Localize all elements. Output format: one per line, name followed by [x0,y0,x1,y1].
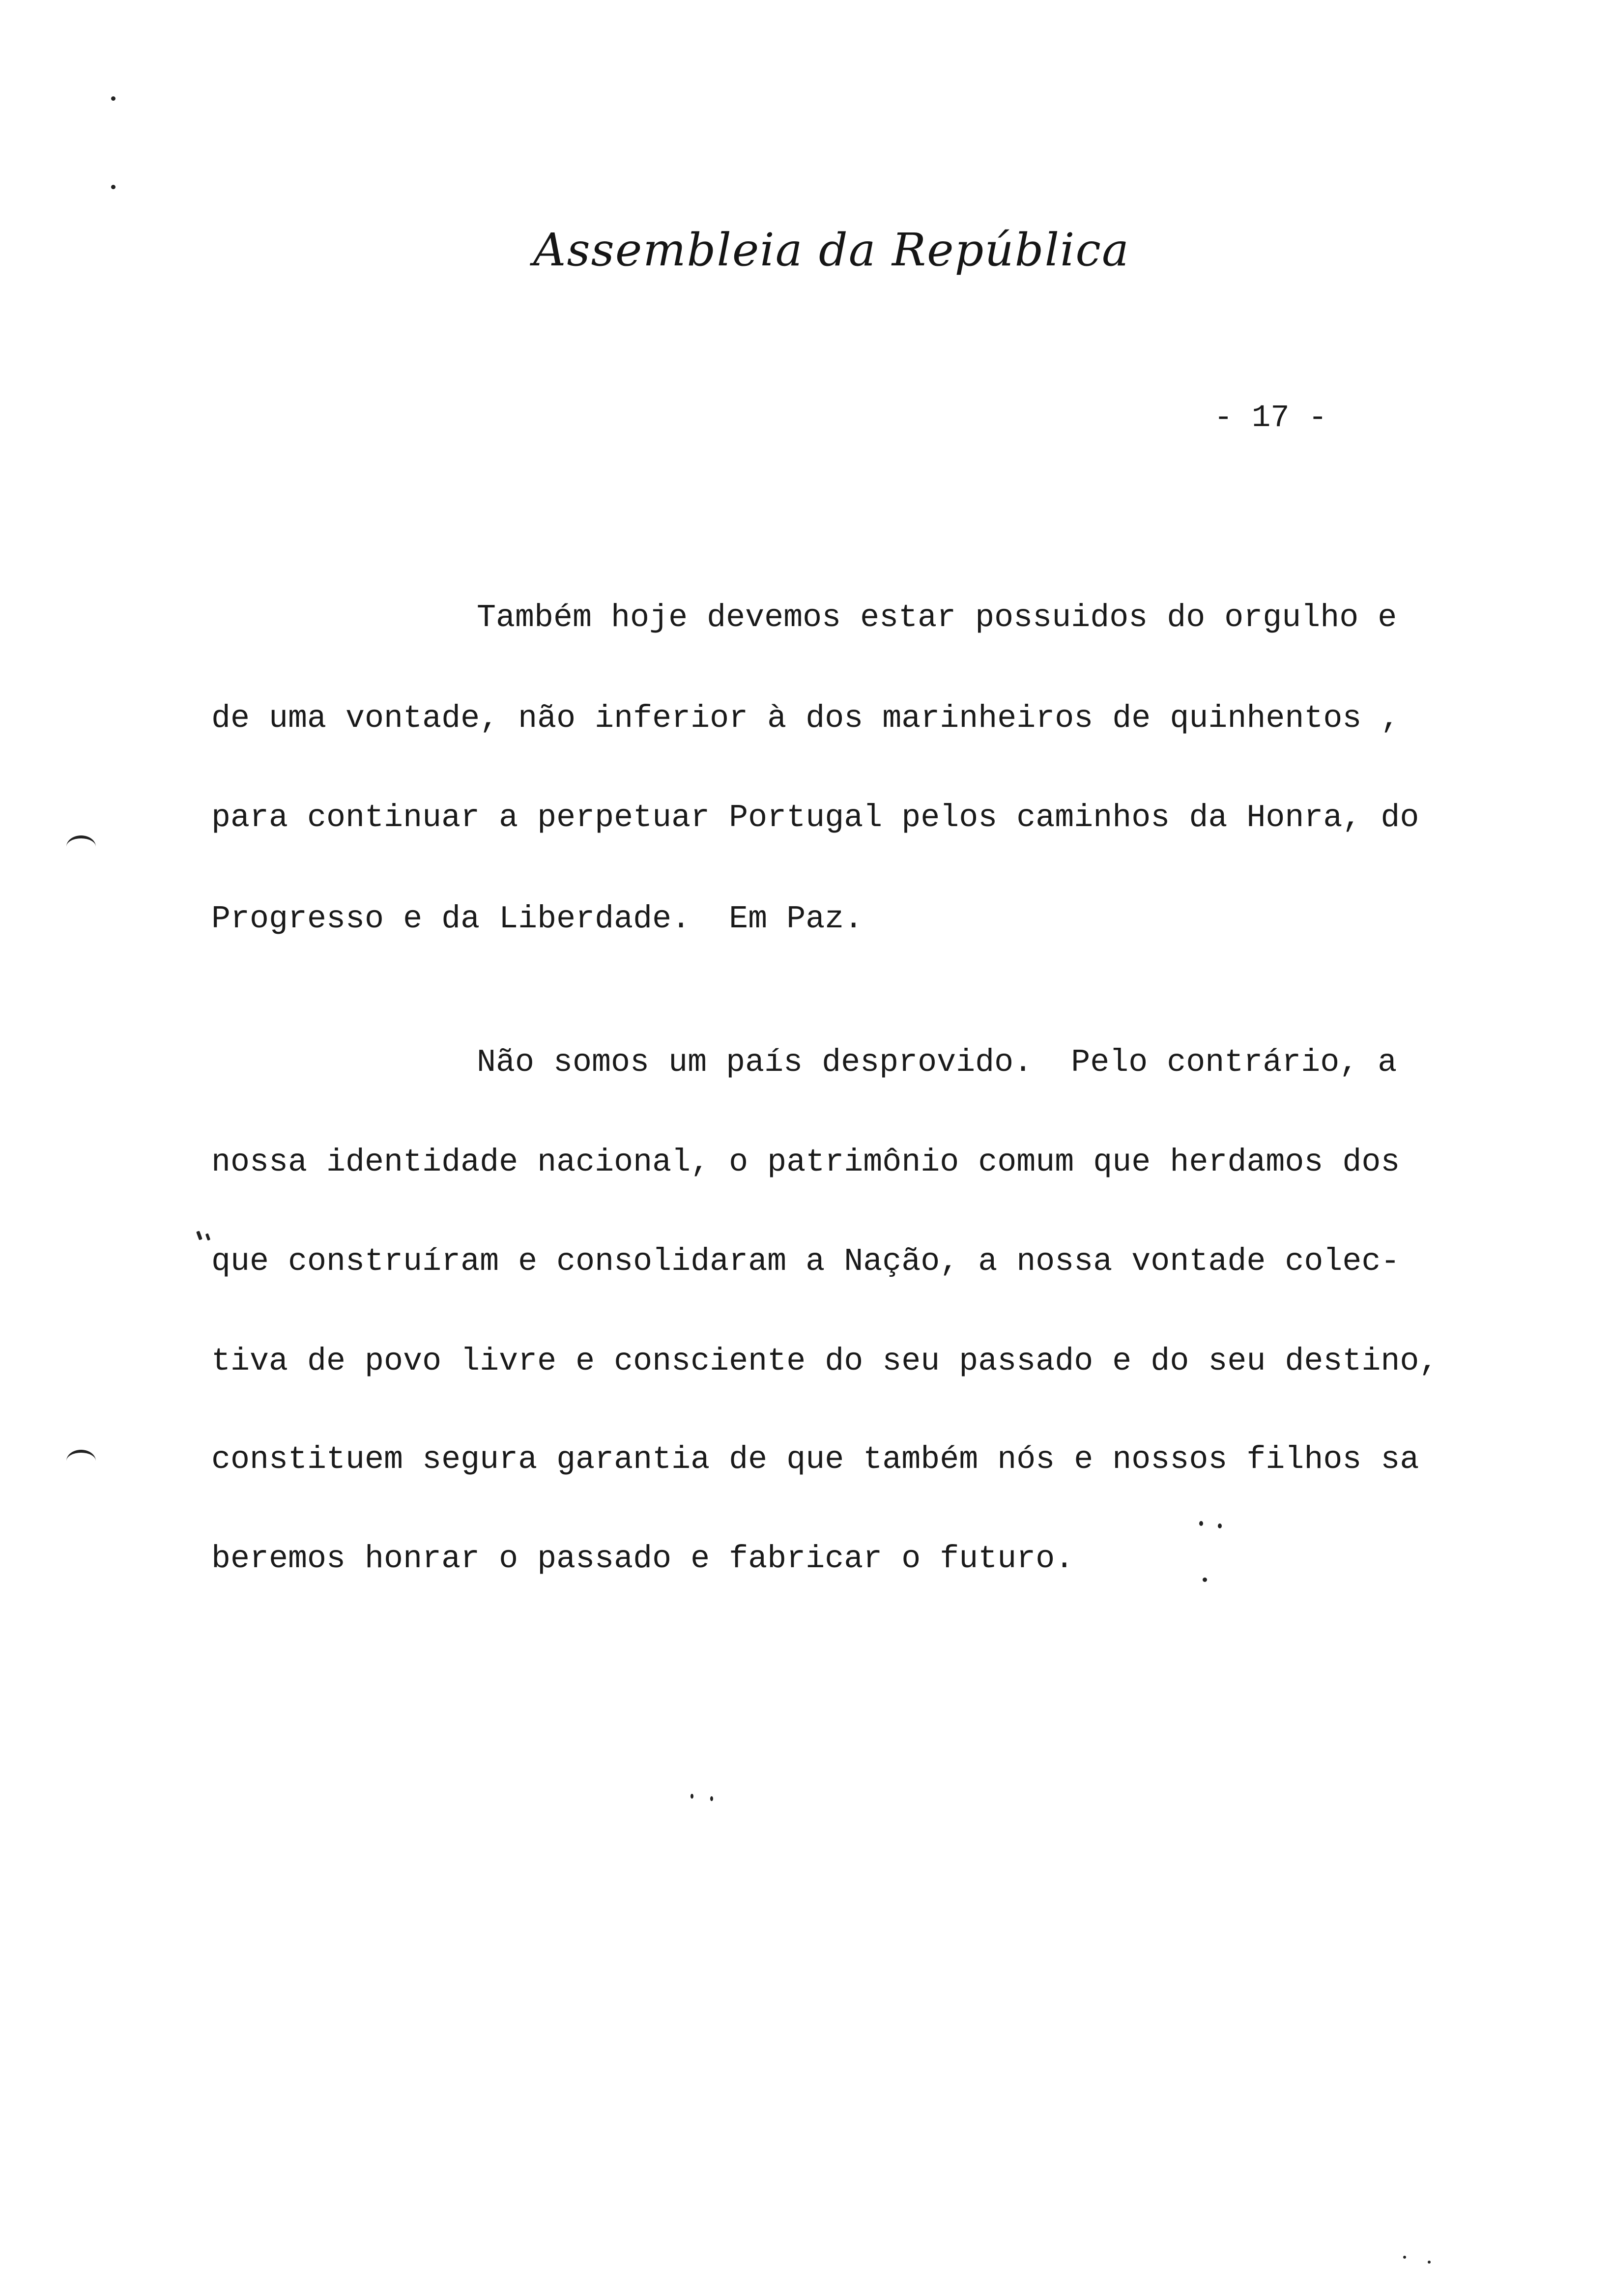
text-line: Não somos um país desprovido. Pelo contrário, a [477,1044,1397,1081]
punch-hole-mark [66,1450,96,1472]
scan-speck [1203,1578,1207,1582]
scan-speck [710,1796,713,1801]
text-line: que construíram e consolidaram a Nação, a nossa vontade colec- [211,1243,1400,1280]
text-line: tiva de povo livre e consciente do seu passado e do seu destino, [211,1343,1439,1379]
scan-speck [1403,2256,1406,2259]
text-line: para continuar a perpetuar Portugal pelos caminhos da Honra, do [211,800,1419,836]
scan-speck [1218,1523,1222,1528]
scan-speck [691,1794,693,1799]
text-line: beremos honrar o passado e fabricar o futuro. [211,1541,1074,1577]
scan-speck [111,185,115,189]
punch-hole-mark [66,835,96,858]
scan-speck [111,96,115,101]
page-number: - 17 - [1214,401,1327,436]
text-line: constituem segura garantia de que também nós e nossos filhos sa [211,1441,1419,1478]
text-line: Progresso e da Liberdade. Em Paz. [211,901,864,937]
text-line: de uma vontade, não inferior à dos marinheiros de quinhentos , [211,700,1400,737]
scan-speck [205,1233,210,1240]
text-line: nossa identidade nacional, o patrimônio comum que herdamos dos [211,1144,1400,1180]
scan-speck [196,1231,202,1240]
scan-speck [1428,2261,1431,2264]
text-line: Também hoje devemos estar possuidos do orgulho e [477,600,1397,636]
scan-speck [1199,1521,1203,1526]
letterhead-script: Assembleia da República [533,224,1130,276]
